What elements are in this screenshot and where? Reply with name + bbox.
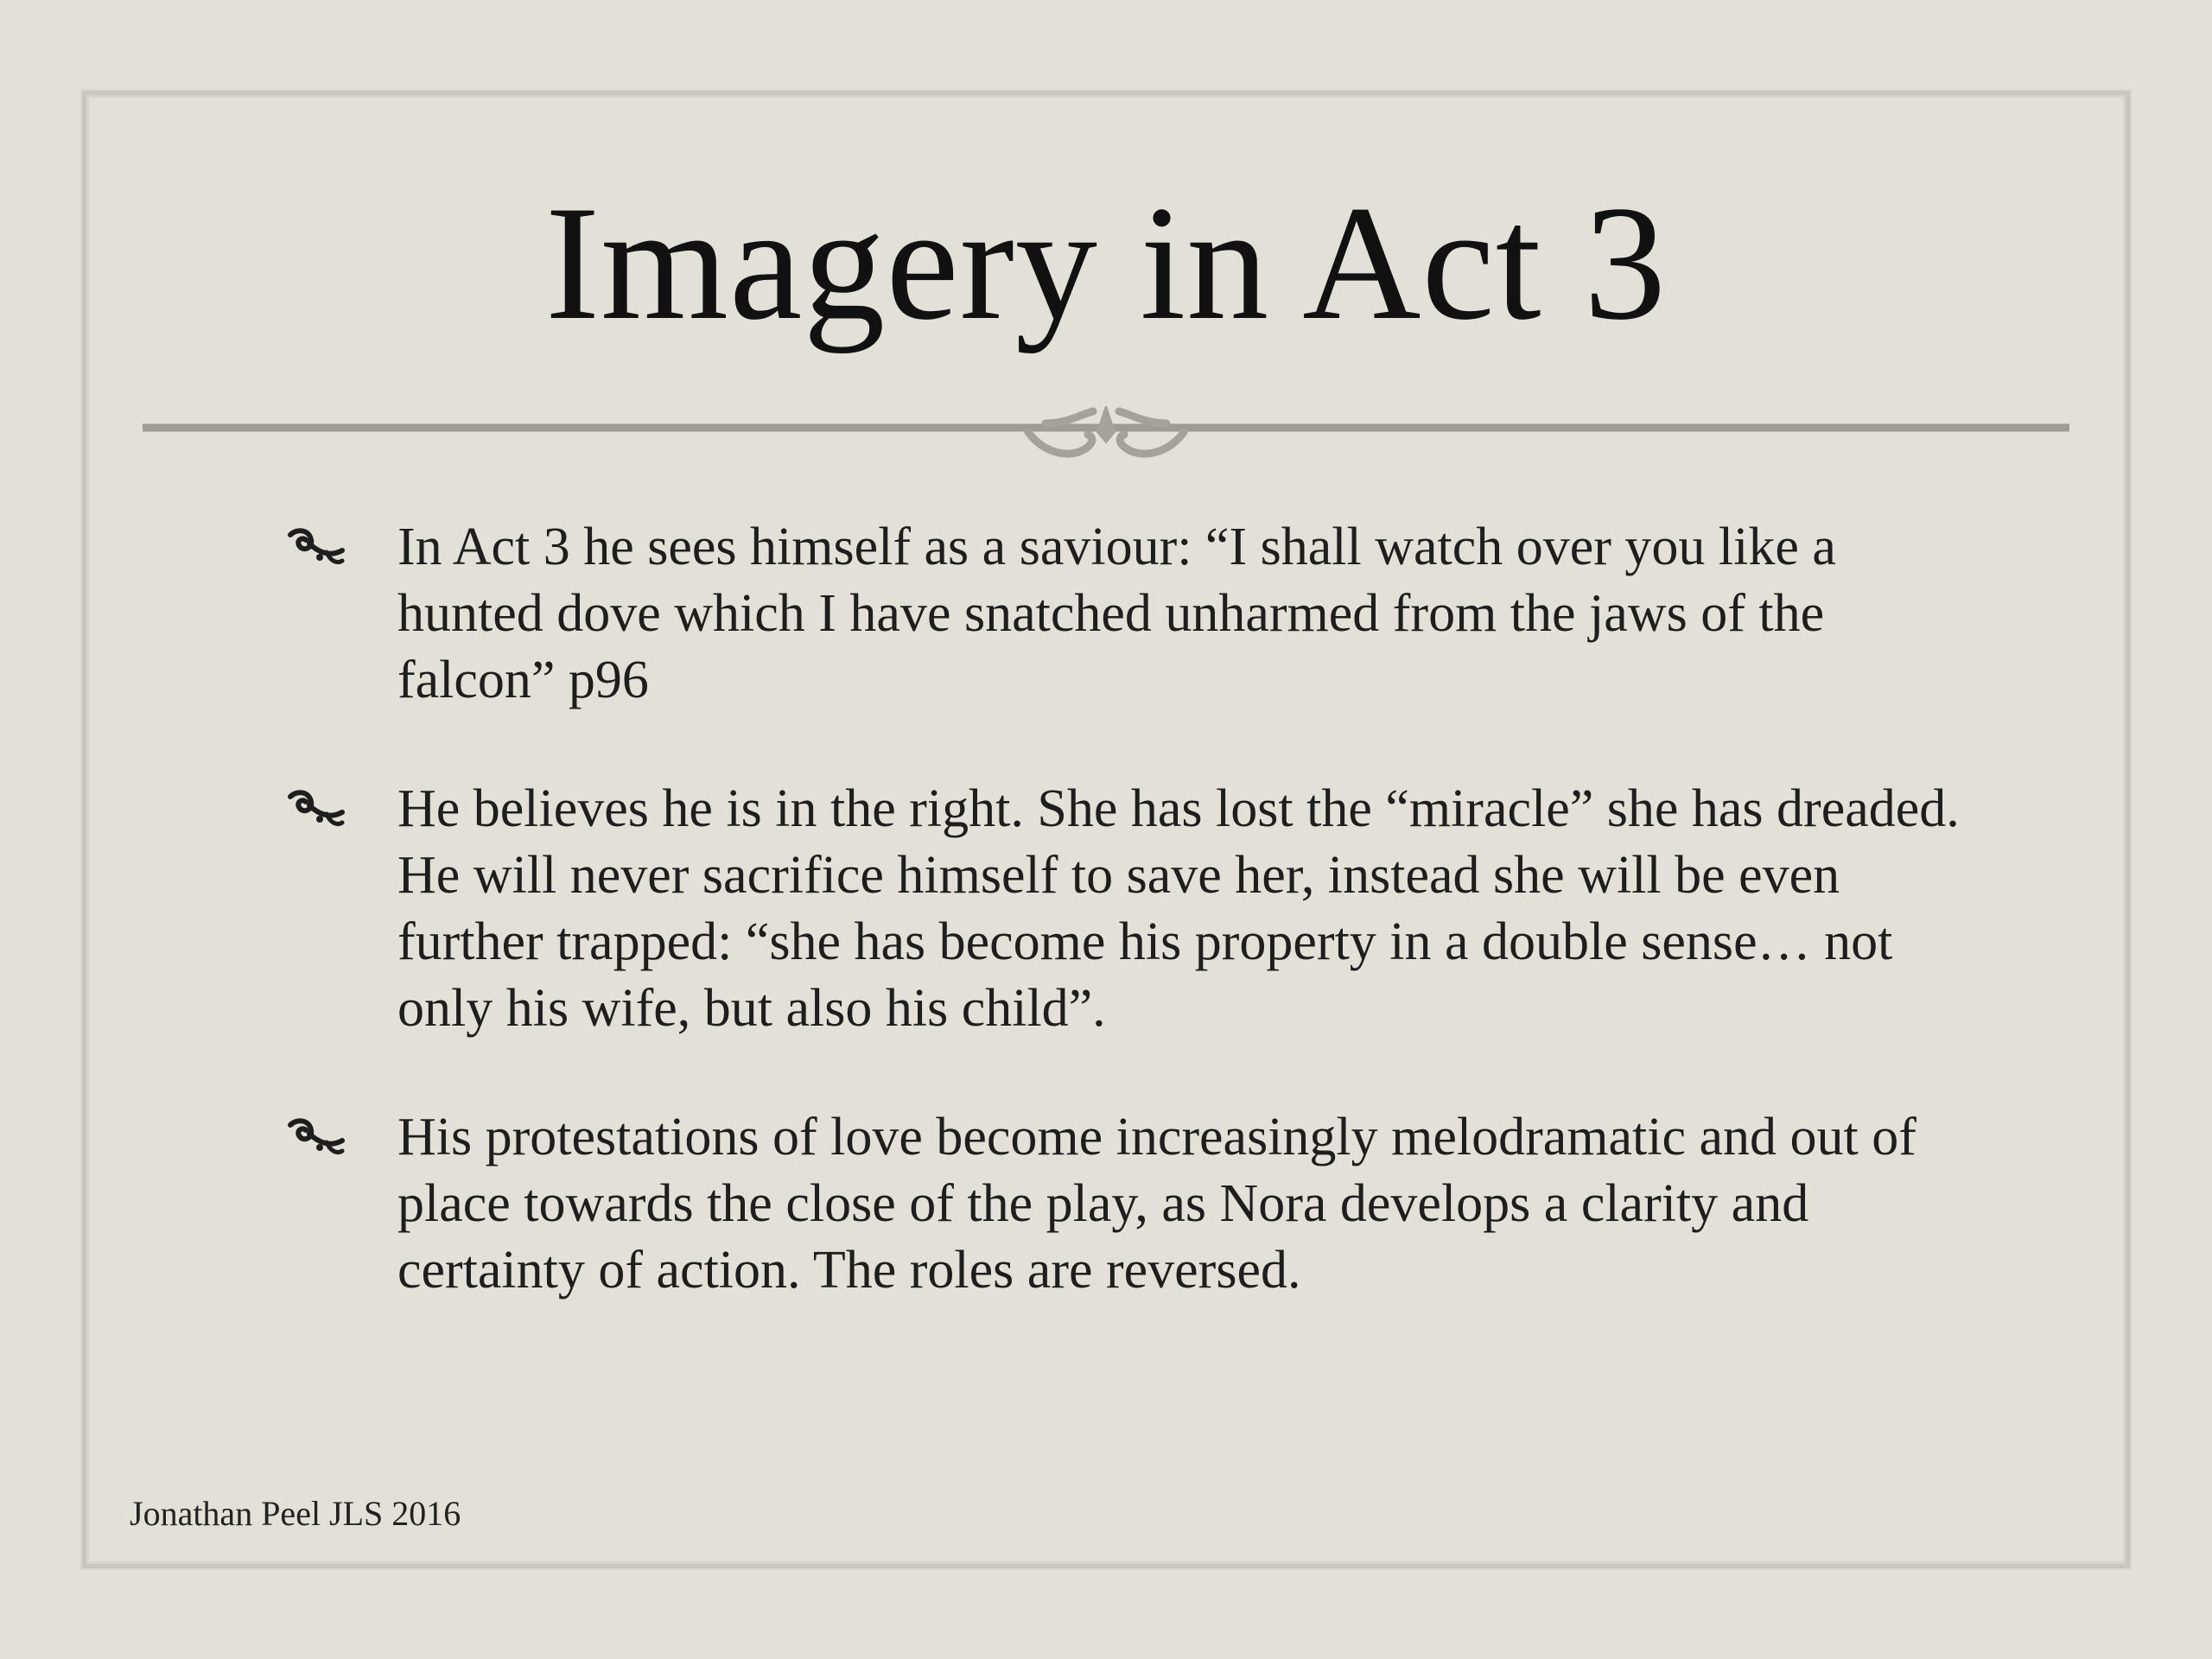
- slide-title: Imagery in Act 3: [544, 173, 1668, 354]
- bullet-text: In Act 3 he sees himself as a saviour: “I shall watch over you like a hunted dove which I have snatched unharmed from the jaws of the falcon” p96: [397, 518, 1836, 709]
- bullet-list: [285, 514, 1961, 1366]
- bullet-text: His protestations of love become increasingly melodramatic and out of place towards the close of the play, as Nora develops a clarity and certainty of action. The roles are reversed.: [397, 1108, 1916, 1300]
- list-item: [285, 1104, 1961, 1304]
- slide-footer: Jonathan Peel JLS 2016: [130, 1494, 461, 1533]
- title-divider: [143, 406, 2069, 484]
- list-item: [285, 514, 1961, 714]
- fleuron-icon: [285, 526, 347, 568]
- bullet-text: He believes he is in the right. She has lost the “miracle” she has dreaded. He will never sacrifice himself to save her, instead she will be even further trapped: “she has become his property in a double sense… not only his wife, but also his child”.: [397, 779, 1960, 1038]
- fleuron-icon: [285, 788, 347, 830]
- list-item: [285, 776, 1961, 1042]
- fleuron-icon: [285, 1116, 347, 1158]
